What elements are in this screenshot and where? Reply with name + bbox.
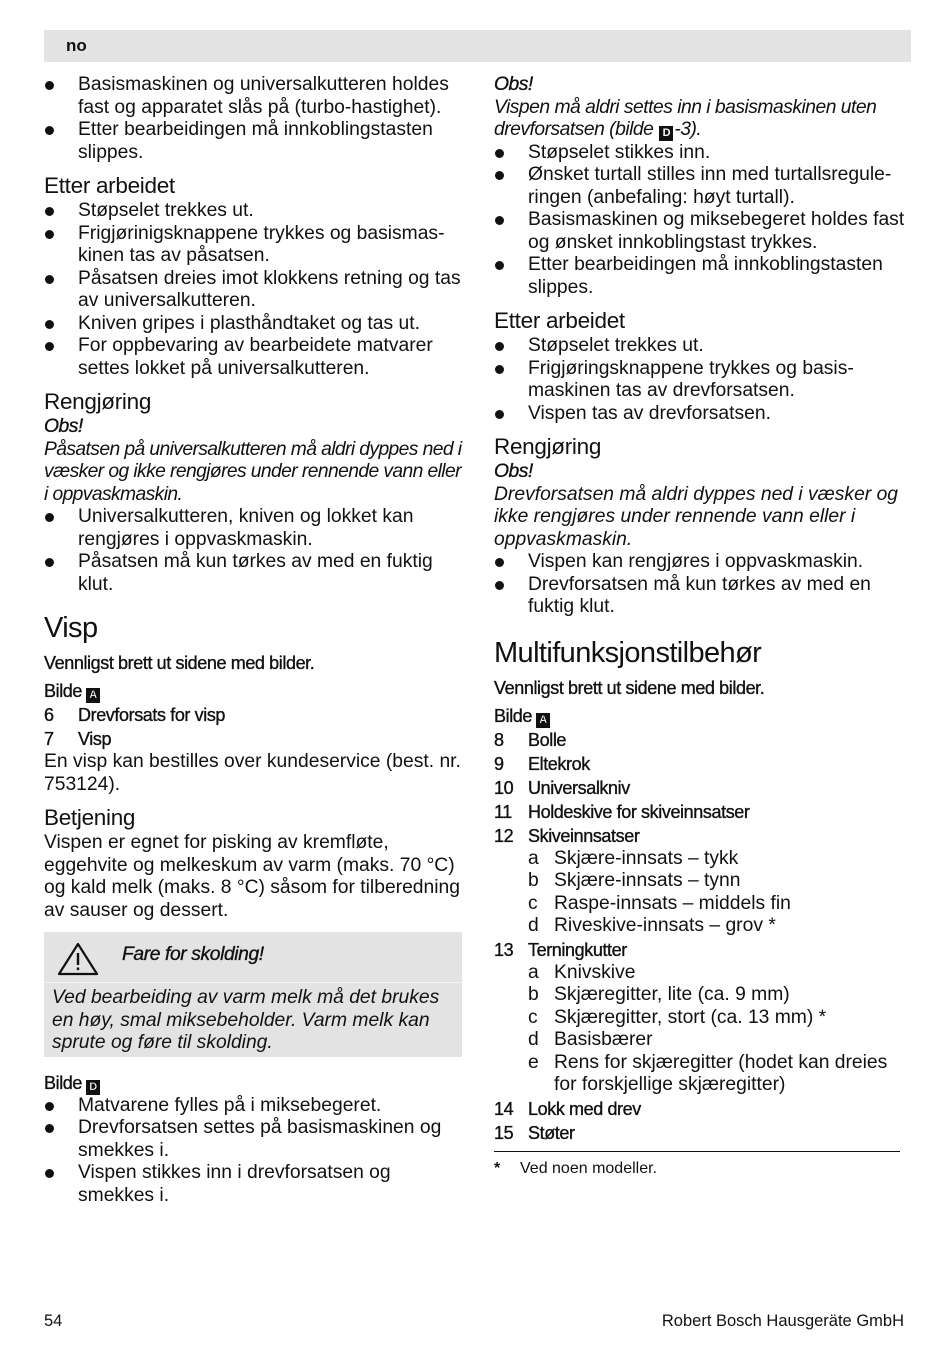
part-item xyxy=(494,824,910,848)
list-item: Universalkutteren, kniven og lokket kan rengjøres i oppvaskmaskin. xyxy=(44,506,464,551)
list-item: Påsatsen dreies imot klokkens retning og tas av universalkutteren. xyxy=(44,268,464,313)
list-item: Etter bearbeidingen må innkoblingstasten slippes. xyxy=(494,254,910,299)
part-item xyxy=(44,727,464,751)
note-title: Obs! xyxy=(494,74,533,95)
part-item xyxy=(494,776,910,800)
language-code: no xyxy=(66,36,87,55)
footnote-text: Ved noen modeller. xyxy=(520,1159,657,1177)
list-item: Drevforsatsen settes på basismaskinen og smekkes i. xyxy=(44,1117,464,1162)
list-item: Støpselet stikkes inn. xyxy=(494,142,910,165)
section-heading-cleaning: Rengjøring xyxy=(494,434,602,459)
warning-triangle-icon xyxy=(56,941,100,977)
note-text: Påsatsen på universalkutteren må aldri dyppes ned i væsker og ikke rengjøres under rennende vann eller i oppvaskmaskin. xyxy=(44,438,462,505)
list-item: Ønsket turtall stilles inn med turtallsregule-ringen (anbefaling: høyt turtall). xyxy=(494,164,910,209)
sub-label: Skjæregitter, lite (ca. 9 mm) xyxy=(554,984,790,1005)
sub-item xyxy=(494,848,910,871)
part-item xyxy=(494,1121,910,1145)
sub-label: Riveskive-innsats – grov * xyxy=(554,915,776,936)
sub-letter: d xyxy=(528,915,539,936)
list-item: Vispen kan rengjøres i oppvaskmaskin. xyxy=(494,551,910,574)
list-item: Vispen stikkes inn i drevforsatsen og smekkes i. xyxy=(44,1162,464,1207)
list-item: Basismaskinen og universalkutteren holdes fast og apparatet slås på (turbo-hastighet). xyxy=(44,74,464,119)
sub-item xyxy=(494,1007,910,1030)
figure-label: Bilde xyxy=(494,705,533,726)
part-label: Visp xyxy=(78,729,112,749)
sub-label: Skjæregitter, stort (ca. 13 mm) * xyxy=(554,1006,827,1028)
part-item xyxy=(494,752,910,776)
note-text: Drevforsatsen må aldri dyppes ned i væsker og ikke rengjøres under rennende vann eller i oppvaskmaskin. xyxy=(494,483,899,550)
list-item: Basismaskinen og miksebegeret holdes fast og ønsket innkoblingstast trykkes. xyxy=(494,209,910,254)
order-info: En visp kan bestilles over kundeservice (best. nr. 753124). xyxy=(44,751,461,795)
section-heading-after-work: Etter arbeidet xyxy=(494,308,625,333)
part-label: Lokk med drev xyxy=(528,1098,641,1119)
footnote xyxy=(494,1158,910,1180)
sub-item xyxy=(494,1052,910,1097)
part-number: 6 xyxy=(44,705,54,725)
part-number: 15 xyxy=(494,1122,514,1143)
fold-out-hint: Vennligst brett ut sidene med bilder. xyxy=(44,653,315,673)
part-number: 8 xyxy=(494,729,504,750)
note-title: Obs! xyxy=(494,461,533,482)
list-item: Drevforsatsen må kun tørkes av med en fuktig klut. xyxy=(494,574,910,619)
part-label: Terningkutter xyxy=(528,939,627,960)
warning-text: Ved bearbeiding av varm melk må det brukes en høy, smal miksebeholder. Varm melk kan sprute og føre til skolding. xyxy=(52,987,440,1053)
intro-list xyxy=(44,74,464,164)
part-label: Skiveinnsatser xyxy=(528,825,640,846)
part-number: 13 xyxy=(494,939,514,960)
part-label: Støter xyxy=(528,1122,575,1143)
figure-reference xyxy=(494,704,910,728)
figure-reference xyxy=(44,1071,464,1095)
sub-label: Knivskive xyxy=(554,961,636,983)
list-item: Etter bearbeidingen må innkoblingstasten slippes. xyxy=(44,119,464,164)
sub-letter: b xyxy=(528,870,539,891)
footnote-divider xyxy=(494,1151,900,1152)
fold-out-hint: Vennligst brett ut sidene med bilder. xyxy=(494,677,765,698)
part-number: 11 xyxy=(494,801,512,822)
sub-label: Raspe-innsats – middels fin xyxy=(554,892,791,914)
part-number: 7 xyxy=(44,729,54,749)
sub-letter: c xyxy=(528,892,538,914)
sub-letter: c xyxy=(528,1006,538,1028)
part-item xyxy=(494,728,910,752)
part-number: 14 xyxy=(494,1098,514,1119)
sub-letter: a xyxy=(528,961,539,983)
list-item: For oppbevaring av bearbeidete matvarer settes lokket på universalkutteren. xyxy=(44,335,464,380)
figure-badge: D xyxy=(86,1080,100,1095)
sub-label: Rens for skjæregitter (hodet kan dreies for forskjellige skjæregitter) xyxy=(554,1051,888,1095)
section-heading-after-work: Etter arbeidet xyxy=(44,173,175,198)
sub-item xyxy=(494,962,910,985)
figure-reference xyxy=(44,679,464,703)
warning-title: Fare for skolding! xyxy=(122,944,264,965)
figure-badge: A xyxy=(86,688,100,703)
section-heading-cleaning: Rengjøring xyxy=(44,389,152,414)
sub-letter: d xyxy=(528,1029,539,1050)
part-item xyxy=(494,938,910,962)
figure-label: Bilde xyxy=(44,1072,83,1093)
part-number: 9 xyxy=(494,753,504,774)
after-work-list xyxy=(44,200,464,380)
operation-text: Vispen er egnet for pisking av kremfløte, eggehvite og melkeskum av varm (maks. 70 °C) og kald melk (maks. 8 °C) såsom for tilberedning av sauser og dessert. xyxy=(44,832,460,921)
sub-label: Skjære-innsats – tynn xyxy=(554,870,741,891)
figure-badge: A xyxy=(536,713,550,728)
list-item: Frigjøringsknappene trykkes og basis-maskinen tas av drevforsatsen. xyxy=(494,358,910,403)
company-name: Robert Bosch Hausgeräte GmbH xyxy=(661,1312,904,1330)
part-label: Eltekrok xyxy=(528,753,590,774)
list-item: Vispen tas av drevforsatsen. xyxy=(494,403,910,426)
part-label: Bolle xyxy=(528,729,567,750)
sub-label: Basisbærer xyxy=(554,1029,653,1050)
part-label: Drevforsats for visp xyxy=(78,705,226,725)
note-title: Obs! xyxy=(44,416,83,437)
part-item xyxy=(494,800,910,824)
after-work-list xyxy=(494,335,910,425)
sub-item xyxy=(494,893,910,916)
usage-list xyxy=(44,1095,464,1208)
chapter-title-visp: Visp xyxy=(44,612,98,644)
list-item: Støpselet trekkes ut. xyxy=(494,335,910,358)
footnote-marker: * xyxy=(494,1159,501,1177)
list-item: Kniven gripes i plasthåndtaket og tas ut. xyxy=(44,313,464,336)
part-label: Universalkniv xyxy=(528,777,630,798)
list-item: Frigjørinigsknappene trykkes og basismas-kinen tas av påsatsen. xyxy=(44,223,464,268)
figure-label: Bilde xyxy=(44,681,83,701)
part-number: 12 xyxy=(494,825,514,846)
sub-item xyxy=(494,870,910,893)
note-text xyxy=(494,97,910,142)
warning-header xyxy=(44,932,462,983)
page-number: 54 xyxy=(44,1312,63,1330)
warning-box xyxy=(44,932,462,1057)
list-item: Matvarene fylles på i miksebegeret. xyxy=(44,1095,464,1118)
sub-letter: a xyxy=(528,847,539,869)
note-text-part: -3). xyxy=(674,119,702,140)
left-column xyxy=(44,74,464,1207)
cleaning-list xyxy=(44,506,464,596)
list-item: Støpselet trekkes ut. xyxy=(44,200,464,223)
cleaning-list xyxy=(494,551,910,619)
part-item xyxy=(44,703,464,727)
sub-letter: b xyxy=(528,984,539,1005)
sub-letter: e xyxy=(528,1051,539,1073)
usage-list xyxy=(494,142,910,300)
list-item: Påsatsen må kun tørkes av med en fuktig klut. xyxy=(44,551,464,596)
note-text-part: Vispen må aldri settes inn i basismaskinen uten drevforsatsen (bilde xyxy=(494,96,877,140)
sub-label: Skjære-innsats – tykk xyxy=(554,847,739,869)
figure-badge: D xyxy=(659,126,673,141)
chapter-title-multi: Multifunksjonstilbehør xyxy=(494,636,762,669)
section-heading-operation: Betjening xyxy=(44,805,136,830)
part-number: 10 xyxy=(494,777,514,798)
language-bar xyxy=(44,30,911,62)
sub-item xyxy=(494,915,910,938)
part-item xyxy=(494,1097,910,1121)
sub-item xyxy=(494,984,910,1007)
sub-item xyxy=(494,1029,910,1052)
part-label: Holdeskive for skiveinnsatser xyxy=(528,801,750,822)
right-column xyxy=(494,74,910,1180)
